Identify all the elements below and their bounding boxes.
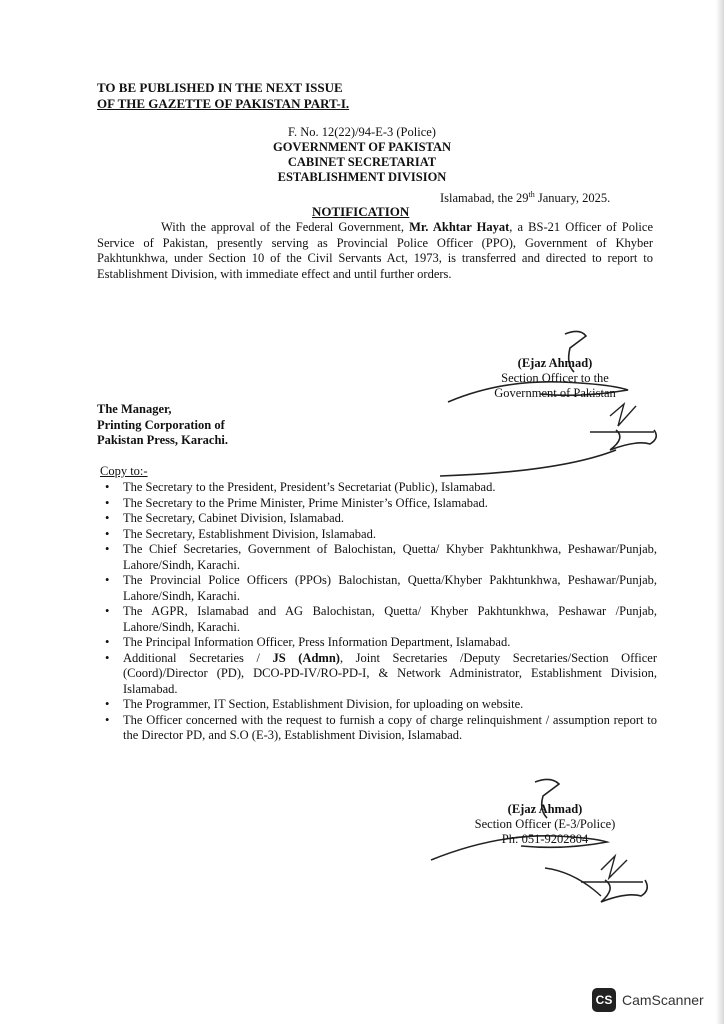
body-part-2: , a BS-21 Officer of Police Service of Pakistan, presently serving as Provincial Police Officer (PPO), Government of Khyber Pakhtunkhwa, under Section 10 of the Civil Servants Act, 1973, is transferred and directed to report to Establishment Division, with immediate effect and until further orders.	[97, 220, 653, 281]
officer-name: Mr. Akhtar Hayat	[409, 220, 510, 234]
list-item-text: The Secretary to the President, President’s Secretariat (Public), Islamabad.	[123, 480, 496, 494]
list-item-text: The Provincial Police Officers (PPOs) Balochistan, Quetta/Khyber Pakhtunkhwa, Peshawar/Punjab, Lahore/Sindh, Karachi.	[123, 573, 657, 603]
bullet: •	[105, 650, 110, 665]
copy-to-label: Copy to:-	[100, 464, 148, 478]
issue-date	[440, 190, 610, 206]
list-item	[97, 480, 657, 496]
camscanner-watermark	[592, 988, 704, 1012]
list-item-text: The Principal Information Officer, Press Information Department, Islamabad.	[123, 635, 511, 649]
list-item-text: The Chief Secretaries, Government of Balochistan, Quetta/ Khyber Pakhtunkhwa, Peshawar/Punjab, Lahore/Sindh, Karachi.	[123, 542, 657, 572]
body-part-1: With the approval of the Federal Government,	[161, 220, 410, 234]
list-item	[97, 496, 657, 512]
list-item-text: The Officer concerned with the request to furnish a copy of charge relinquishment / assumption report to the Director PD, and S.O (E-3), Establishment Division, Islamabad.	[123, 712, 657, 742]
date-rest: January, 2025.	[534, 191, 611, 206]
list-item	[97, 635, 657, 651]
publication-notice	[97, 80, 349, 112]
bullet: •	[105, 635, 110, 649]
list-item	[97, 527, 657, 543]
addressee	[97, 402, 228, 449]
bullet: •	[105, 573, 110, 587]
list-item	[97, 697, 657, 713]
bullet: •	[105, 604, 110, 618]
secretariat-name: CABINET SECRETARIAT	[287, 155, 437, 169]
list-item	[97, 713, 657, 744]
signatory-designation-2: Section Officer (E-3/Police)	[474, 817, 616, 831]
list-item-text: The AGPR, Islamabad and AG Balochistan, Quetta/ Khyber Pakhtunkhwa, Peshawar /Punjab, Lahore/Sindh, Karachi.	[123, 604, 657, 634]
letterhead	[252, 125, 472, 185]
list-item-text: The Secretary to the Prime Minister, Prime Minister’s Office, Islamabad.	[123, 495, 488, 510]
bullet: •	[105, 495, 110, 510]
addressee-line-1: The Manager,	[97, 402, 172, 416]
bullet: •	[105, 542, 110, 556]
list-item-text-bold: JS (Admn)	[272, 650, 340, 665]
distribution-list	[97, 480, 657, 744]
signatory-designation-1: Section Officer to the	[501, 371, 609, 385]
date-ordinal: th	[528, 190, 535, 199]
list-item-text: The Secretary, Establishment Division, Islamabad.	[123, 526, 376, 541]
bullet: •	[105, 697, 110, 711]
signatory-org-1: Government of Pakistan	[494, 386, 616, 400]
date-prefix: Islamabad, the 29	[440, 191, 529, 206]
camscanner-logo-icon: CS	[592, 988, 616, 1012]
signature-mark-1	[440, 326, 670, 486]
signature-mark-2	[425, 776, 665, 926]
list-item-text-before: Additional Secretaries /	[123, 650, 273, 665]
division-name: ESTABLISHMENT DIVISION	[277, 170, 447, 184]
list-item	[97, 542, 657, 573]
addressee-line-3: Pakistan Press, Karachi.	[97, 433, 229, 447]
list-item	[97, 511, 657, 527]
publication-line-2: OF THE GAZETTE OF PAKISTAN PART-I.	[97, 96, 350, 111]
bullet: •	[105, 712, 110, 727]
bullet: •	[105, 480, 110, 494]
bullet: •	[105, 511, 110, 525]
signature-block-2	[450, 802, 640, 847]
notification-title: NOTIFICATION	[312, 204, 410, 219]
government-name: GOVERNMENT OF PAKISTAN	[272, 140, 452, 154]
file-number: F. No. 12(22)/94-E-3 (Police)	[288, 125, 436, 139]
list-item	[97, 604, 657, 635]
list-item	[97, 651, 657, 698]
list-item	[97, 573, 657, 604]
addressee-line-2: Printing Corporation of	[97, 417, 225, 432]
signature-block-1	[460, 356, 650, 401]
signatory-name-2: (Ejaz Ahmad)	[507, 802, 583, 816]
list-item-text: The Programmer, IT Section, Establishment Division, for uploading on website.	[123, 697, 524, 711]
bullet: •	[105, 526, 110, 541]
publication-line-1: TO BE PUBLISHED IN THE NEXT ISSUE	[97, 80, 343, 95]
signatory-phone-2: Ph: 051-9202804	[501, 832, 589, 846]
camscanner-name: CamScanner	[622, 992, 704, 1008]
notification-body	[97, 220, 653, 282]
signatory-name-1: (Ejaz Ahmad)	[517, 356, 593, 370]
list-item-text-after: , Joint Secretaries /Deputy Secretaries/Section Officer (Coord)/Director (PD), DCO-PD-IV/RO-PD-I, & Network Administrator, Establishment Division, Islamabad.	[123, 650, 658, 696]
scan-edge-shadow	[716, 0, 724, 1024]
list-item-text: The Secretary, Cabinet Division, Islamabad.	[123, 511, 344, 525]
